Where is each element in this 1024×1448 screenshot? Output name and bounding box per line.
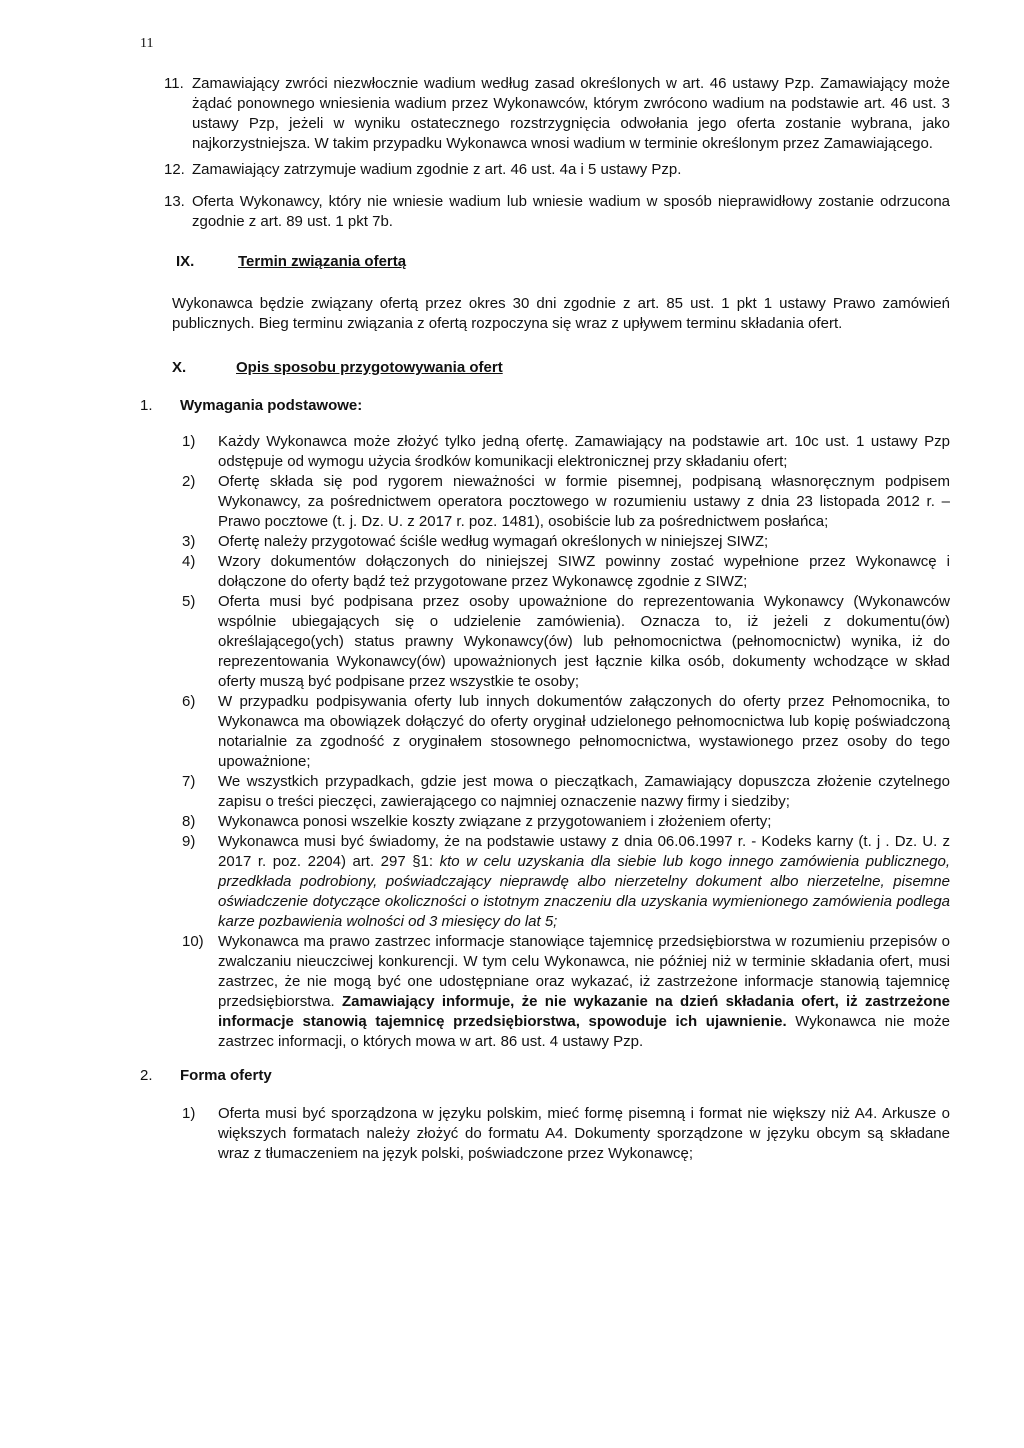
section-number: X.: [172, 359, 187, 376]
list-item: [182, 932, 950, 1052]
list-item: [182, 472, 950, 532]
list-item: [182, 552, 950, 592]
subsection-title: Wymagania podstawowe:: [180, 397, 363, 414]
item-number: 7): [182, 773, 196, 790]
item-number: 1): [182, 433, 196, 450]
item-number: 3): [182, 533, 196, 550]
item-number: 13.: [164, 193, 185, 210]
section-number: IX.: [176, 253, 195, 270]
item-text-plain: Wykonawca musi być świadomy, że na podstawie ustawy z dnia 06.06.1997 r. - Kodeks karny (t. j . Dz. U. z 2017 r. poz. 2204) art. 297 §1:: [218, 833, 950, 870]
item-number: 4): [182, 553, 196, 570]
list-item: [182, 532, 950, 552]
list-item: [182, 812, 950, 832]
item-text-italic-quote: kto w celu uzyskania dla siebie lub kogo innego zamówienia publicznego, przedkłada podrobiony, poświadczający nieprawdę albo nierzetelny dokument albo nierzetelne, pisemne oświadczenie dotyczące okoliczności o istotnym znaczeniu dla uzyskania wymienionego zamówienia podlega karze pozbawienia wolności od 3 miesięcy do lat 5;: [218, 853, 950, 930]
item-number: 2): [182, 473, 196, 490]
item-text: Ofertę należy przygotować ściśle według wymagań określonych w niniejszej SIWZ;: [218, 533, 769, 550]
page-number: 11: [140, 36, 154, 51]
item-number: 11.: [164, 75, 184, 92]
item-number: 10): [182, 933, 204, 950]
item-text-plain: Wykonawca ma prawo zastrzec informacje stanowiące tajemnicę przedsiębiorstwa w rozumieniu przepisów o zwalczaniu nieuczciwej konkurencji. W tym celu Wykonawca, nie później niż w terminie składania ofert, musi zastrzec, że nie mogą być one udostępniane oraz wykazać, iż zastrzeżone informacje stanowią tajemnicę przedsiębiorstwa.: [218, 933, 950, 1010]
item-number: 5): [182, 593, 196, 610]
section-heading-x: [172, 358, 1024, 378]
requirements-list: [182, 432, 950, 1052]
item-text: Zamawiający zwróci niezwłocznie wadium według zasad określonych w art. 46 ustawy Pzp. Zamawiający może żądać ponownego wniesienia wadium przez Wykonawców, którym zwrócono wadium na podstawie art. 46 ust. 3 ustawy Pzp, jeżeli w wyniku ostatecznego rozstrzygnięcia odwołania jego oferta zostanie wybrana, jako najkorzystniejsza. W takim przypadku Wykonawca wnosi wadium w terminie określonym przez Zamawiającego.: [192, 75, 950, 152]
item-text: [218, 932, 950, 1052]
subsection-heading-1: [140, 396, 1024, 416]
section-title: Termin związania ofertą: [238, 253, 407, 270]
subsection-number: 1.: [140, 397, 153, 414]
item-text: Ofertę składa się pod rygorem nieważności w formie pisemnej, podpisaną własnoręcznym podpisem Wykonawcy, za pośrednictwem operatora pocztowego w rozumieniu ustawy z dnia 23 listopada 2012 r. – Prawo pocztowe (t. j. Dz. U. z 2017 r. poz. 1481), osobiście lub za pośrednictwem posłańca;: [218, 473, 950, 530]
item-text: Wykonawca ponosi wszelkie koszty związane z przygotowaniem i złożeniem oferty;: [218, 813, 772, 830]
document-body: [0, 74, 1024, 1164]
item-number: 12.: [164, 161, 185, 178]
list-item-12: [164, 160, 950, 180]
item-text: Zamawiający zatrzymuje wadium zgodnie z art. 46 ust. 4a i 5 ustawy Pzp.: [192, 161, 682, 178]
item-text: Każdy Wykonawca może złożyć tylko jedną ofertę. Zamawiający na podstawie art. 10c ust. 1 ustawy Pzp odstępuje od wymogu użycia środków komunikacji elektronicznej przy składaniu ofert;: [218, 433, 950, 470]
item-text-bold: Zamawiający informuje, że nie wykazanie na dzień składania ofert, iż zastrzeżone informacje stanowią tajemnicę przedsiębiorstwa, spowoduje ich ujawnienie.: [218, 993, 950, 1030]
subsection-title: Forma oferty: [180, 1067, 272, 1084]
item-number: 8): [182, 813, 196, 830]
item-text: Oferta Wykonawcy, który nie wniesie wadium lub wniesie wadium w sposób nieprawidłowy zostanie odrzucona zgodnie z art. 89 ust. 1 pkt 7b.: [192, 193, 950, 230]
list-item: [182, 432, 950, 472]
list-item-13: [164, 192, 950, 232]
list-item: [182, 832, 950, 932]
subsection-heading-2: [140, 1066, 1024, 1086]
item-text: We wszystkich przypadkach, gdzie jest mowa o pieczątkach, Zamawiający dopuszcza złożenie czytelnego zapisu o treści pieczęci, zawierającego co najmniej oznaczenie nazwy firmy i siedziby;: [218, 773, 950, 810]
item-text: Wzory dokumentów dołączonych do niniejszej SIWZ powinny zostać wypełnione przez Wykonawcę i dołączone do oferty bądź też przygotowane przez Wykonawcę zgodnie z SIWZ;: [218, 553, 950, 590]
list-item: [182, 592, 950, 692]
list-item: [182, 772, 950, 812]
section-title: Opis sposobu przygotowywania ofert: [236, 359, 503, 376]
item-number: 1): [182, 1105, 196, 1122]
list-item: [182, 1104, 950, 1164]
item-number: 6): [182, 693, 196, 710]
item-number: 9): [182, 833, 196, 850]
item-text-plain-end: Wykonawca nie może zastrzec informacji, o których mowa w art. 86 ust. 4 ustawy Pzp.: [218, 1013, 950, 1050]
list-item-11: [164, 74, 950, 154]
section-heading-ix: [176, 252, 1024, 272]
section-ix-paragraph: Wykonawca będzie związany ofertą przez okres 30 dni zgodnie z art. 85 ust. 1 pkt 1 ustawy Prawo zamówień publicznych. Bieg terminu związania z ofertą rozpoczyna się wraz z upływem terminu składania ofert.: [172, 295, 950, 332]
list-item: [182, 692, 950, 772]
item-text: Oferta musi być podpisana przez osoby upoważnione do reprezentowania Wykonawcy (Wykonawców wspólnie ubiegających się o udzielenie zamówienia). Oznacza to, iż jeżeli z dokumentu(ów) określającego(ych) status prawny Wykonawcy(ów) lub pełnomocnictwa (pełnomocnictw) wynika, iż do reprezentowania Wykonawcy(ów) upoważnionych jest łącznie kilka osób, dokumenty wchodzące w skład oferty muszą być podpisane przez wszystkie te osoby;: [218, 593, 950, 690]
item-text: [218, 832, 950, 932]
item-text: Oferta musi być sporządzona w języku polskim, mieć formę pisemną i format nie większy niż A4. Arkusze o większych formatach należy złożyć do formatu A4. Dokumenty sporządzone w języku obcym są składane wraz z tłumaczeniem na język polski, poświadczone przez Wykonawcę;: [218, 1105, 950, 1162]
form-list: [182, 1104, 950, 1164]
subsection-number: 2.: [140, 1067, 153, 1084]
item-text: W przypadku podpisywania oferty lub innych dokumentów załączonych do oferty przez Pełnomocnika, to Wykonawca ma obowiązek dołączyć do oferty oryginał udzielonego pełnomocnictwa lub kopię poświadczoną notarialnie za zgodność z oryginałem stosownego pełnomocnictwa, wystawionego przez osoby do tego upoważnione;: [218, 693, 950, 770]
